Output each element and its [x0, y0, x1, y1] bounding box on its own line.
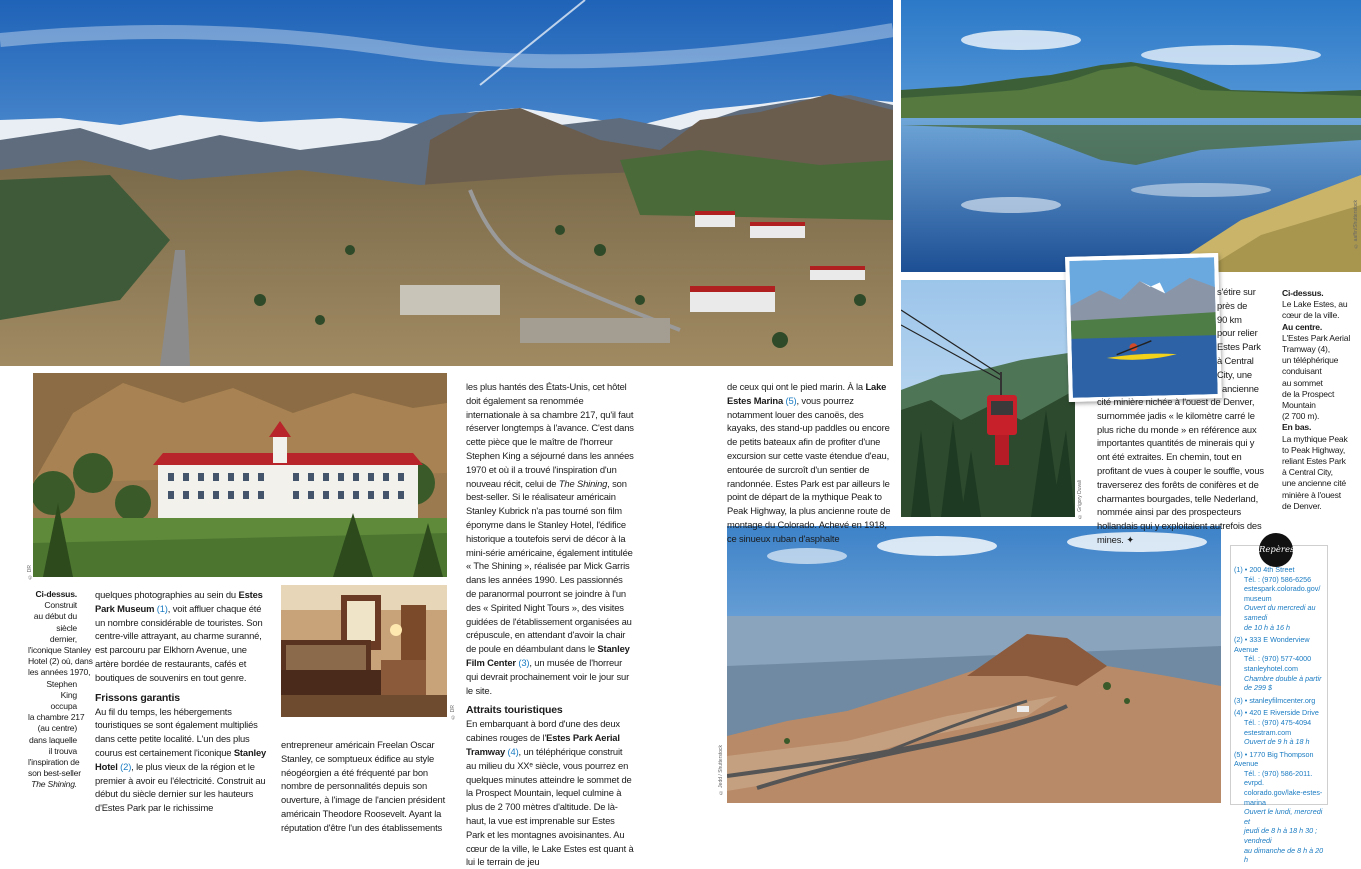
text: quelques photographies au sein du — [95, 589, 239, 600]
estes-park-museum-link: Estes Park Museum — [95, 589, 263, 614]
end-mark: ✦ — [1126, 533, 1134, 545]
repere-link[interactable]: estestram.com — [1244, 727, 1292, 737]
repere-line: Tél. : (970) 586-6256 — [1244, 574, 1312, 584]
repere-note: Chambre double à partir — [1244, 673, 1322, 683]
text: , le plus vieux de la région et le premier à avoir eu l'électricité. Construit au début du siècle dernier sur les hauteurs d'Estes Park par le richissime — [95, 760, 266, 814]
text: , vous pourrez notamment louer des canoës, des kayaks, des stand-up paddles ou encore de petits bateaux afin de profiter d'une excursion sur cette vaste étendue d'eau, entourée de surcroît d'un sentier de randonnée. Estes Park est par ailleurs le point de départ de la mythique Peak to Peak Highway, la plus ancienne route de montage du Colorado. Achevé en 1918, ce sinueux ruban d'asphalte — [727, 394, 891, 544]
repere-line: 420 E Riverside Drive — [1249, 708, 1319, 718]
caption-left-line: (au centre) — [37, 723, 77, 734]
text: cité minière nichée à l'ouest de Denver, surnommée jadis « le kilomètre carré le plus riche du monde » en référence aux importantes quantités de minerais qui y ont été extraites. En chemin, tout en profitant de vues à couper le souffle, vous traverserez des forêts de conifères et de charmantes bourgades, telle Nederland, nommée ainsi par des prospecteurs hollandais qui y exploitaient autrefois des mines. — [1097, 396, 1264, 545]
tramway-photo — [901, 280, 1075, 517]
caption-line: cœur de la ville. — [1282, 310, 1340, 321]
repere-note: Ouvert le lundi, mercredi et — [1244, 807, 1323, 826]
repere-item: (4) • 420 E Riverside Drive Tél. : (970) 475-4094 estestram.com Ouvert de 9 h à 18 h — [1234, 708, 1326, 746]
caption-left-line: la chambre 217 — [28, 712, 85, 723]
repere-note: jeudi de 8 h à 18 h 30 ; vendredi — [1244, 826, 1318, 846]
caption-line: conduisant — [1282, 366, 1322, 377]
text: , son best-seller. Si le réalisateur américain Stanley Kubrick n'a pas tourné son film éponyme dans le Stanley Hotel, l'édifice historique a toutefois servi de décor à la mini-série américaine, également intitulée « The Shining », réalisée par Mick Garris dans les années 1990. Les passionnés de paranormal pourront se joindre à l'un des « Spirited Night Tours », des visites guidées de l'établissement organisées au crépuscule, en attendant d'avoir la chair de poule en déambulant dans le — [466, 477, 633, 655]
repere-item: (5) • 1770 Big Thompson Avenue Tél. : (970) 586-2011. evrpd. colorado.gov/lake-estes-marina Ouvert le lundi, mercredi et jeudi de 8 h à 18 h 30 ; vendredi au dimanche de 8 h à 20 h — [1234, 750, 1326, 865]
repere-link[interactable]: stanleyfilmcenter.org — [1249, 695, 1316, 705]
kayak-photo — [1065, 253, 1222, 402]
repere-item: (2) • 333 E Wonderview Avenue Tél. : (970) 577-4000 stanleyhotel.com Chambre double à partir de 299 $ — [1234, 635, 1326, 693]
repere-note: Ouvert de 9 h à 18 h — [1244, 737, 1310, 747]
repere-note: Ouvert du mercredi au samedi — [1244, 603, 1316, 622]
stanley-photo-credit: © DR — [27, 565, 33, 580]
text-line: s'étire sur — [1217, 286, 1256, 297]
panorama-photo — [0, 0, 893, 366]
highway-photo — [727, 526, 1221, 803]
caption-left-line: occupa — [50, 701, 77, 712]
caption-line: de Denver. — [1282, 500, 1322, 511]
ref-1: (1) — [154, 602, 168, 614]
caption-left-line: l'iconique Stanley — [28, 645, 92, 656]
text-line: 90 km — [1217, 313, 1242, 325]
paragraph — [95, 705, 267, 815]
repere-number: (4) — [1234, 708, 1243, 718]
caption-left-line: Construit — [44, 600, 77, 611]
caption-line: reliant Estes Park — [1282, 456, 1346, 467]
text: les plus hantés des États-Unis, cet hôtel doit également sa renommée internationale à sa chambre 217, qu'il faut réserver longtemps à l'avance. C'est dans cette pièce que le maître de l'horreur Stephen King a séjourné dans les années 1970 et où il a trouvé l'inspiration d'un nouveau récit, celui de — [466, 381, 634, 489]
paragraph — [466, 717, 634, 869]
text-line: pour relier — [1217, 327, 1258, 339]
caption-line: to Peak Highway, — [1282, 444, 1346, 455]
article-column-4-short — [1217, 285, 1269, 395]
caption-right — [1282, 288, 1356, 512]
repere-line: Tél. : (970) 475-4094 — [1244, 717, 1312, 727]
ref-2: (2) — [117, 760, 132, 772]
text: En embarquant à bord d'une des deux cabines rouges de l' — [466, 718, 620, 744]
caption-line: à Central City, — [1282, 467, 1333, 478]
repere-link[interactable]: museum — [1244, 593, 1272, 603]
lake-photo-credit: © aaffin/Shutterstock — [1353, 200, 1359, 249]
repere-line: 333 E Wonderview Avenue — [1234, 635, 1310, 654]
caption-left-line: Hotel (2) où, dans — [28, 656, 93, 667]
caption-left-line: il trouva — [48, 745, 77, 756]
caption-right-title: Au centre. — [1282, 321, 1323, 332]
caption-line: une ancienne cité — [1282, 478, 1346, 489]
repere-number: (2) — [1234, 635, 1243, 645]
repere-number: (5) — [1234, 749, 1243, 759]
paragraph — [466, 380, 634, 697]
paragraph: entrepreneur américain Freelan Oscar Stanley, ce somptueux édifice au style néogéorgien a été fréquenté par bon nombre de personnalités depuis son ouverture, à l'image de l'ancien président américain Theodore Roosevelt. Ayant la réputation d'être l'un des établissements — [281, 739, 446, 833]
repere-line: Tél. : (970) 586-2011. evrpd. — [1244, 768, 1313, 788]
caption-line: Le Lake Estes, au — [1282, 299, 1348, 310]
text-line: Estes Park — [1217, 341, 1261, 353]
text: Au fil du temps, les hébergements touristiques se sont également multipliés dans cette petite localité. L'un des plus courus est certainement l'iconique — [95, 705, 258, 758]
caption-line: de la Prospect — [1282, 388, 1335, 399]
repere-number: (3) — [1234, 695, 1243, 705]
caption-left — [28, 589, 93, 791]
tramway-photo-credit: © Grigory Duvali — [1077, 480, 1083, 520]
repere-number: (1) — [1234, 565, 1243, 574]
book-title: The Shining — [558, 477, 608, 489]
caption-left-line: dans laquelle — [28, 734, 77, 745]
caption-left-title: Ci-dessus. — [35, 589, 77, 599]
text-line: City, une — [1217, 368, 1252, 380]
paragraph — [95, 588, 267, 685]
ref-3: (3) — [515, 656, 530, 668]
lake-estes-marina-link: Lake Estes Marina — [727, 381, 887, 406]
caption-line: un téléphérique — [1282, 355, 1339, 366]
room-photo — [281, 585, 447, 717]
stanley-hotel-photo — [33, 373, 447, 577]
caption-line: Tramway (4), — [1282, 344, 1330, 355]
ref-5: (5) — [783, 394, 797, 406]
caption-left-line: Stephen King — [46, 678, 77, 700]
article-column-4 — [1097, 395, 1267, 547]
repere-link[interactable]: colorado.gov/lake-estes-marina — [1244, 788, 1323, 807]
text: , un musée de l'horreur qui devrait prochainement voir le jour sur le site. — [466, 656, 630, 696]
text-line: ancienne — [1222, 382, 1259, 394]
caption-left-line: siècle dernier, — [49, 622, 77, 644]
text-line: à Central — [1217, 354, 1254, 366]
reperes-badge: Repères — [1259, 533, 1293, 567]
highway-photo-credit: © Jedd / Shutterstock — [718, 745, 724, 796]
repere-link[interactable]: estespark.colorado.gov/ — [1244, 584, 1321, 594]
section-heading-attraits: Attraits touristiques — [466, 704, 563, 717]
caption-line: L'Estes Park Aerial — [1282, 332, 1351, 343]
stanley-film-center-link: Stanley Film Center — [466, 643, 630, 668]
repere-line: 200 4th Street — [1249, 565, 1295, 574]
text: de ceux qui ont le pied marin. À la — [727, 381, 866, 392]
repere-note: de 299 $ — [1244, 683, 1272, 693]
ref-4: (4) — [505, 745, 519, 757]
article-column-3 — [727, 380, 895, 546]
repere-item: (1) • 200 4th Street Tél. : (970) 586-6256 estespark.colorado.gov/ museum Ouvert du mercredi au samedi de 10 h à 16 h — [1234, 565, 1326, 632]
caption-right-title: Ci-dessus. — [1282, 288, 1324, 298]
caption-line: Mountain — [1282, 400, 1316, 411]
caption-line: minière à l'ouest — [1282, 489, 1341, 500]
repere-line: 1770 Big Thompson Avenue — [1234, 749, 1314, 769]
text: , voit affluer chaque été un nombre considérable de touristes. Son centre-ville attrayant, au charme suranné, est parcouru par Elkhorn Avenue, une artère bordée de restaurants, cafés et boutiques de souvenirs en tout genre. — [95, 602, 263, 683]
caption-line: au sommet — [1282, 377, 1323, 388]
repere-link[interactable]: stanleyhotel.com — [1244, 663, 1298, 673]
text-line: près de — [1217, 299, 1248, 311]
repere-note: de 10 h à 16 h — [1244, 622, 1290, 632]
caption-line: La mythique Peak — [1282, 433, 1348, 444]
caption-left-line: les années 1970, — [28, 667, 91, 678]
lake-photo — [901, 0, 1361, 272]
article-column-2 — [466, 380, 634, 869]
caption-line: (2 700 m). — [1282, 411, 1320, 422]
caption-left-line: au début du — [33, 611, 77, 622]
caption-right-title: En bas. — [1282, 422, 1312, 433]
repere-note: au dimanche de 8 h à 20 h — [1244, 845, 1324, 865]
caption-left-line: l'inspiration de — [28, 757, 80, 768]
article-column-1 — [95, 588, 267, 815]
text: , un téléphérique construit au milieu du XXᵉ siècle, vous pourrez en quelques minutes atteindre le sommet de la Prospect Mountain, lequel culmine à plus de 2 700 mètres d'altitude. De là-haut, la vue est imprenable sur Estes Park et les montagnes avoisinantes. Au cœur de la ville, le Lake Estes est quant à lui le terrain de jeu — [466, 745, 634, 868]
repere-line: Tél. : (970) 577-4000 — [1244, 654, 1312, 664]
room-photo-credit: © DR — [450, 705, 456, 720]
aerial-tramway-link: Estes Park Aerial Tramway — [466, 732, 620, 757]
stanley-hotel-link: Stanley Hotel — [95, 746, 267, 772]
paragraph — [1097, 395, 1267, 547]
caption-left-line: son best-seller — [28, 768, 81, 779]
article-column-2a — [281, 738, 449, 835]
paragraph — [727, 380, 895, 546]
reperes-list — [1234, 565, 1326, 868]
section-heading-frissons: Frissons garantis — [95, 691, 180, 704]
caption-left-line: The Shining. — [31, 779, 77, 790]
repere-item: (3) • stanleyfilmcenter.org — [1234, 695, 1316, 705]
